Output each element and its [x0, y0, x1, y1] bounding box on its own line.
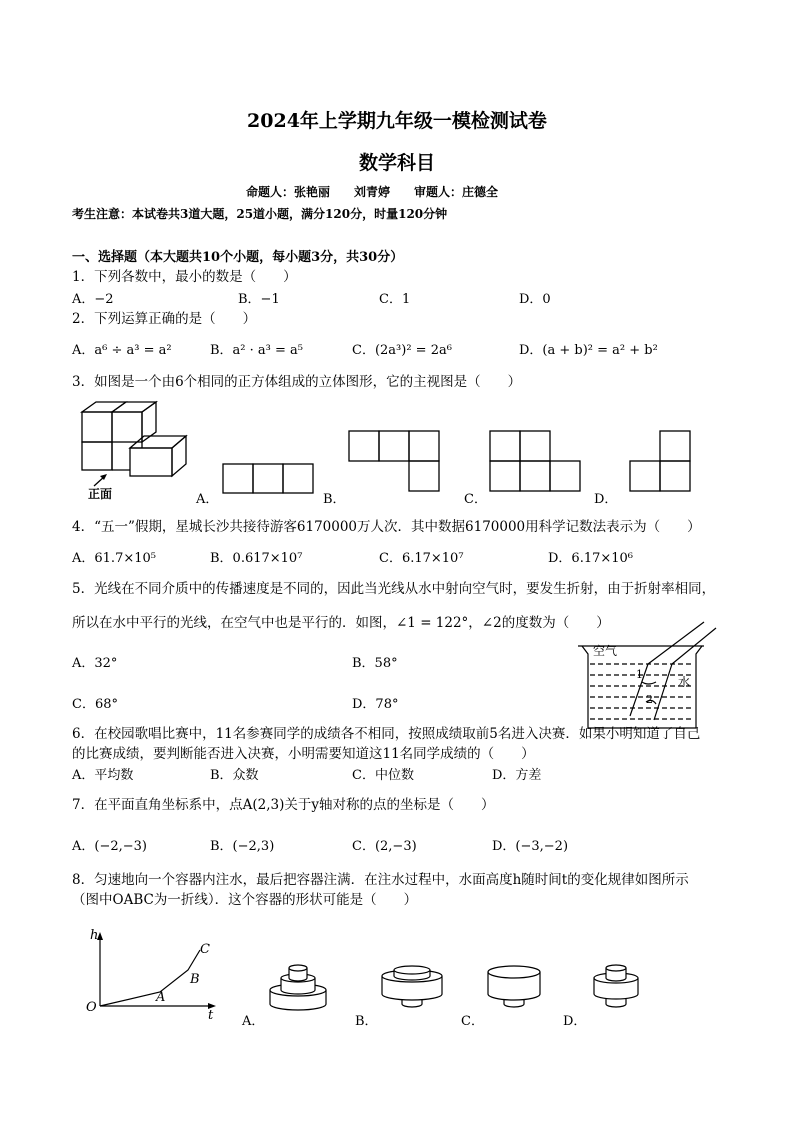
- q8-point-a-label: A: [156, 990, 166, 1005]
- q7-option-c: C．(2,−3): [352, 839, 417, 854]
- q6-stem-line1: 6．在校园歌唱比赛中，11名参赛同学的成绩各不相同，按照成绩取前5名进入决赛．如果小明知道了自己: [72, 726, 701, 742]
- q1-stem: 1．下列各数中，最小的数是（ ）: [72, 269, 297, 285]
- q7-option-d: D．(−3,−2): [492, 839, 569, 854]
- authors: 命题人：张艳丽 刘青婷 审题人：庄德全: [246, 185, 499, 199]
- q3-front-label: 正面: [88, 487, 113, 501]
- q3-option-b: B．: [323, 492, 346, 507]
- q8-origin-label: O: [86, 1000, 97, 1015]
- q6-option-b: B．众数: [210, 768, 259, 783]
- q8-stem-line2: （图中OABC为一折线）．这个容器的形状可能是（ ）: [72, 892, 418, 908]
- q1-option-a: A．−2: [72, 292, 114, 307]
- exam-notice: 考生注意：本试卷共3道大题，25道小题，满分120分，时量120分钟: [72, 207, 448, 221]
- q4-stem: 4．“五一”假期，星城长沙共接待游客6170000万人次．其中数据6170000用科学记数法表示为（ ）: [72, 519, 701, 535]
- q5-air-label: 空气: [593, 644, 618, 658]
- q8-point-b-label: B: [190, 972, 200, 987]
- q8-option-c: C．: [461, 1014, 484, 1029]
- q6-option-c: C．中位数: [352, 768, 414, 783]
- q5-option-d: D．78°: [352, 697, 399, 712]
- q8-container-b: [382, 966, 442, 1007]
- q8-option-b: B．: [355, 1014, 378, 1029]
- q5-stem-line1: 5．光线在不同介质中的传播速度是不同的，因此当光线从水中射向空气时，要发生折射，由于折射率相同，: [72, 581, 716, 597]
- q4-option-a: A．61.7×10⁵: [72, 551, 156, 566]
- q5-option-c: C．68°: [72, 697, 118, 712]
- q8-stem-line1: 8．匀速地向一个容器内注水，最后把容器注满．在注水过程中，水面高度h随时间t的变化规律如图所示: [72, 872, 689, 888]
- q5-option-b: B．58°: [352, 656, 398, 671]
- section-title: 一、选择题（本大题共10个小题，每小题3分，共30分）: [72, 250, 404, 265]
- q8-container-a: [270, 965, 326, 1010]
- q5-angle2-label: 2: [646, 693, 653, 706]
- q3-stem: 3．如图是一个由6个相同的正方体组成的立体图形，它的主视图是（ ）: [72, 374, 522, 390]
- page-title: 2024年上学期九年级一模检测试卷: [247, 110, 547, 132]
- q6-option-a: A．平均数: [72, 768, 134, 783]
- q7-option-a: A．(−2,−3): [72, 839, 147, 854]
- q8-graph-line: [100, 950, 200, 1006]
- q3-option-c: C．: [464, 492, 487, 507]
- q4-option-d: D．6.17×10⁶: [548, 551, 634, 566]
- q7-stem: 7．在平面直角坐标系中，点A(2,3)关于y轴对称的点的坐标是（ ）: [72, 797, 495, 813]
- q8-option-d: D．: [563, 1014, 587, 1029]
- q8-option-a: A．: [242, 1014, 265, 1029]
- q5-angle1-label: 1: [636, 668, 643, 681]
- q6-option-d: D．方差: [492, 768, 542, 783]
- q5-option-a: A．32°: [72, 656, 118, 671]
- q5-water-label: 水: [678, 675, 691, 689]
- subject-title: 数学科目: [358, 152, 435, 174]
- q1-option-c: C．1: [379, 292, 411, 307]
- q3-option-d: D．: [594, 492, 618, 507]
- q5-stem-line2: 所以在水中平行的光线，在空气中也是平行的．如图，∠1 = 122°，∠2的度数为（ ）: [72, 615, 610, 631]
- q6-stem-line2: 的比赛成绩，要判断能否进入决赛，小明需要知道这11名同学成绩的（ ）: [72, 746, 535, 762]
- q1-option-d: D．0: [519, 292, 551, 307]
- q2-stem: 2．下列运算正确的是（ ）: [72, 311, 257, 327]
- q2-option-a: A．a⁶ ÷ a³ = a²: [72, 343, 172, 358]
- q4-option-b: B．0.617×10⁷: [210, 551, 303, 566]
- q8-y-axis-label: h: [90, 928, 99, 943]
- q7-option-b: B．(−2,3): [210, 839, 275, 854]
- q8-point-c-label: C: [200, 942, 210, 957]
- q3-option-a: A．: [196, 492, 219, 507]
- q1-option-b: B．−1: [238, 292, 280, 307]
- q2-option-d: D．(a + b)² = a² + b²: [519, 343, 658, 358]
- q8-container-c: [488, 966, 540, 1007]
- q4-option-c: C．6.17×10⁷: [379, 551, 464, 566]
- q2-option-b: B．a² · a³ = a⁵: [210, 343, 303, 358]
- q8-x-axis-label: t: [208, 1008, 214, 1023]
- q2-option-c: C．(2a³)² = 2a⁶: [352, 343, 452, 358]
- q8-container-d: [594, 965, 638, 1007]
